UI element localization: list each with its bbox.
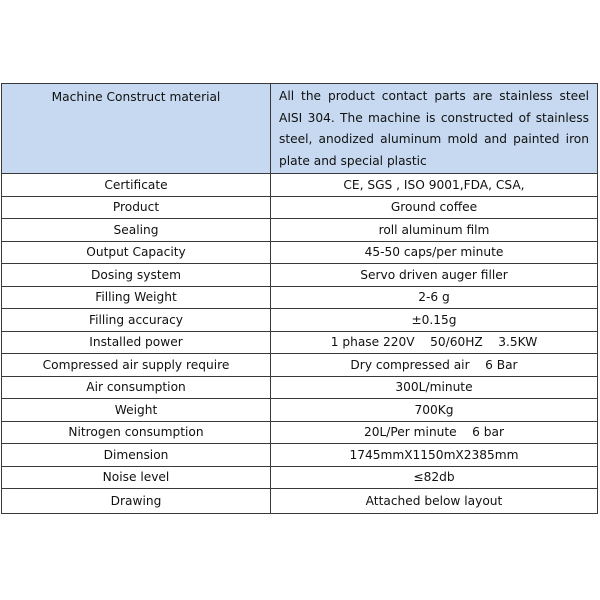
cell-value: 2-6 g <box>271 286 598 309</box>
cell-label: Dosing system <box>2 264 271 287</box>
cell-value: Ground coffee <box>271 196 598 219</box>
cell-value: 1745mmX1150mX2385mm <box>271 444 598 467</box>
cell-value: 700Kg <box>271 399 598 422</box>
table-row <box>2 331 598 354</box>
cell-label: Certificate <box>2 174 271 197</box>
cell-label-construct-material: Machine Construct material <box>2 84 271 174</box>
table-row <box>2 174 598 197</box>
cell-label: Installed power <box>2 331 271 354</box>
table-row <box>2 309 598 332</box>
cell-label: Filling accuracy <box>2 309 271 332</box>
cell-label: Nitrogen consumption <box>2 421 271 444</box>
table-row <box>2 444 598 467</box>
table-row <box>2 219 598 242</box>
cell-label: Weight <box>2 399 271 422</box>
table-row <box>2 376 598 399</box>
cell-label: Output Capacity <box>2 241 271 264</box>
cell-label: Filling Weight <box>2 286 271 309</box>
cell-value-construct-material: All the product contact parts are stainless steel AISI 304. The machine is constructed of stainless steel, anodized aluminum mold and painted iron plate and special plastic <box>271 84 598 174</box>
table-row <box>2 241 598 264</box>
cell-value: 20L/Per minute 6 bar <box>271 421 598 444</box>
table-row <box>2 489 598 514</box>
cell-label: Dimension <box>2 444 271 467</box>
cell-value: ±0.15g <box>271 309 598 332</box>
table-row <box>2 264 598 287</box>
cell-label: Sealing <box>2 219 271 242</box>
cell-label: Noise level <box>2 466 271 489</box>
cell-value: 300L/minute <box>271 376 598 399</box>
cell-label: Product <box>2 196 271 219</box>
cell-value: 1 phase 220V 50/60HZ 3.5KW <box>271 331 598 354</box>
table-row <box>2 354 598 377</box>
cell-value: Attached below layout <box>271 489 598 514</box>
cell-label: Compressed air supply require <box>2 354 271 377</box>
spec-table <box>1 83 598 514</box>
table-row <box>2 421 598 444</box>
cell-label: Drawing <box>2 489 271 514</box>
table-row <box>2 196 598 219</box>
cell-value: ≤82db <box>271 466 598 489</box>
cell-value: Servo driven auger filler <box>271 264 598 287</box>
cell-value: roll aluminum film <box>271 219 598 242</box>
table-row <box>2 466 598 489</box>
table-row <box>2 286 598 309</box>
cell-value: CE, SGS , ISO 9001,FDA, CSA, <box>271 174 598 197</box>
table-row <box>2 399 598 422</box>
cell-value: Dry compressed air 6 Bar <box>271 354 598 377</box>
table-row-header <box>2 84 598 174</box>
cell-label: Air consumption <box>2 376 271 399</box>
cell-value: 45-50 caps/per minute <box>271 241 598 264</box>
